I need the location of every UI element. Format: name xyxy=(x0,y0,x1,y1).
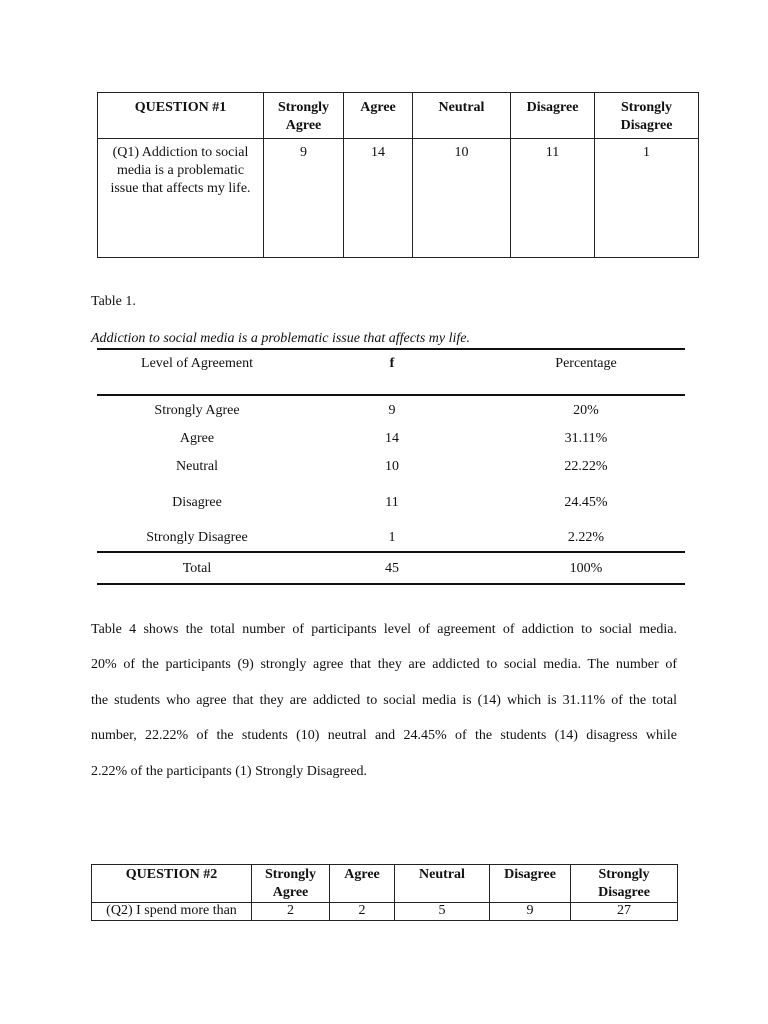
strongly-disagree-count: 27 xyxy=(571,903,678,921)
table-row xyxy=(97,459,685,479)
neutral-count: 10 xyxy=(413,139,511,258)
header-percentage: Percentage xyxy=(555,356,617,371)
level-cell: Agree xyxy=(179,431,215,446)
level-cell: Strongly Disagree xyxy=(146,530,248,545)
frequency-cell: 14 xyxy=(385,431,399,446)
strongly-agree-count: 9 xyxy=(264,139,344,258)
header-level-of-agreement: Level of Agreement xyxy=(141,356,253,371)
neutral-count: 5 xyxy=(395,903,490,921)
header-neutral: Neutral xyxy=(395,865,490,903)
level-cell: Neutral xyxy=(176,459,218,474)
disagree-count: 11 xyxy=(511,139,595,258)
header-disagree: Disagree xyxy=(490,865,571,903)
header-strongly-agree: Strongly Agree xyxy=(264,93,344,139)
percentage-cell: 2.22% xyxy=(567,530,605,545)
frequency-cell: 9 xyxy=(388,403,396,418)
paragraph-line: Table 4 shows the total number of participants level of agreement of addiction to social media. xyxy=(91,622,677,637)
table-header-row xyxy=(92,865,678,903)
level-cell: Strongly Agree xyxy=(154,403,240,418)
level-cell: Disagree xyxy=(172,495,222,510)
table-header-row xyxy=(98,93,699,139)
table-row xyxy=(97,403,685,423)
frequency-cell: 11 xyxy=(385,495,399,510)
table-row xyxy=(97,530,685,550)
header-disagree: Disagree xyxy=(511,93,595,139)
header-question: QUESTION #2 xyxy=(92,865,252,903)
agree-count: 14 xyxy=(344,139,413,258)
agree-count: 2 xyxy=(330,903,395,921)
question-text: (Q1) Addiction to social media is a problematic issue that affects my life. xyxy=(98,139,264,258)
table-row xyxy=(98,139,699,258)
header-strongly-agree: Strongly Agree xyxy=(252,865,330,903)
header-f: f xyxy=(389,356,395,371)
disagree-count: 9 xyxy=(490,903,571,921)
paragraph-line: 20% of the participants (9) strongly agree that they are addicted to social media. The number of xyxy=(91,657,677,672)
question-2-table xyxy=(91,864,678,921)
header-strongly-disagree: Strongly Disagree xyxy=(595,93,699,139)
paragraph-line: number, 22.22% of the students (10) neutral and 24.45% of the students (14) disagress while xyxy=(91,728,677,743)
table-label: Table 1. xyxy=(91,294,136,309)
percentage-cell: 24.45% xyxy=(564,495,608,510)
table-row xyxy=(92,903,678,921)
table-total-row xyxy=(97,561,685,581)
table-header-row xyxy=(97,356,685,376)
table-row xyxy=(97,495,685,515)
table-top-rule xyxy=(97,348,685,350)
frequency-cell: 1 xyxy=(388,530,396,545)
question-text: (Q2) I spend more than xyxy=(92,903,252,921)
percentage-cell: 22.22% xyxy=(564,459,608,474)
header-agree: Agree xyxy=(344,93,413,139)
percentage-cell: 31.11% xyxy=(564,431,608,446)
table-bottom-rule xyxy=(97,583,685,585)
header-strongly-disagree: Strongly Disagree xyxy=(571,865,678,903)
total-label: Total xyxy=(182,561,212,576)
header-agree: Agree xyxy=(330,865,395,903)
header-neutral: Neutral xyxy=(413,93,511,139)
table-row xyxy=(97,431,685,451)
header-question: QUESTION #1 xyxy=(98,93,264,139)
table-caption: Addiction to social media is a problematic issue that affects my life. xyxy=(91,331,470,346)
total-frequency: 45 xyxy=(385,561,399,576)
question-1-table xyxy=(97,92,699,258)
percentage-cell: 20% xyxy=(573,403,599,418)
strongly-agree-count: 2 xyxy=(252,903,330,921)
table-total-rule xyxy=(97,551,685,553)
table-header-rule xyxy=(97,394,685,396)
frequency-cell: 10 xyxy=(385,459,399,474)
paragraph-line: 2.22% of the participants (1) Strongly Disagreed. xyxy=(91,764,368,779)
total-percentage: 100% xyxy=(569,561,603,576)
paragraph-line: the students who agree that they are addicted to social media is (14) which is 31.11% of the total xyxy=(91,693,677,708)
strongly-disagree-count: 1 xyxy=(595,139,699,258)
